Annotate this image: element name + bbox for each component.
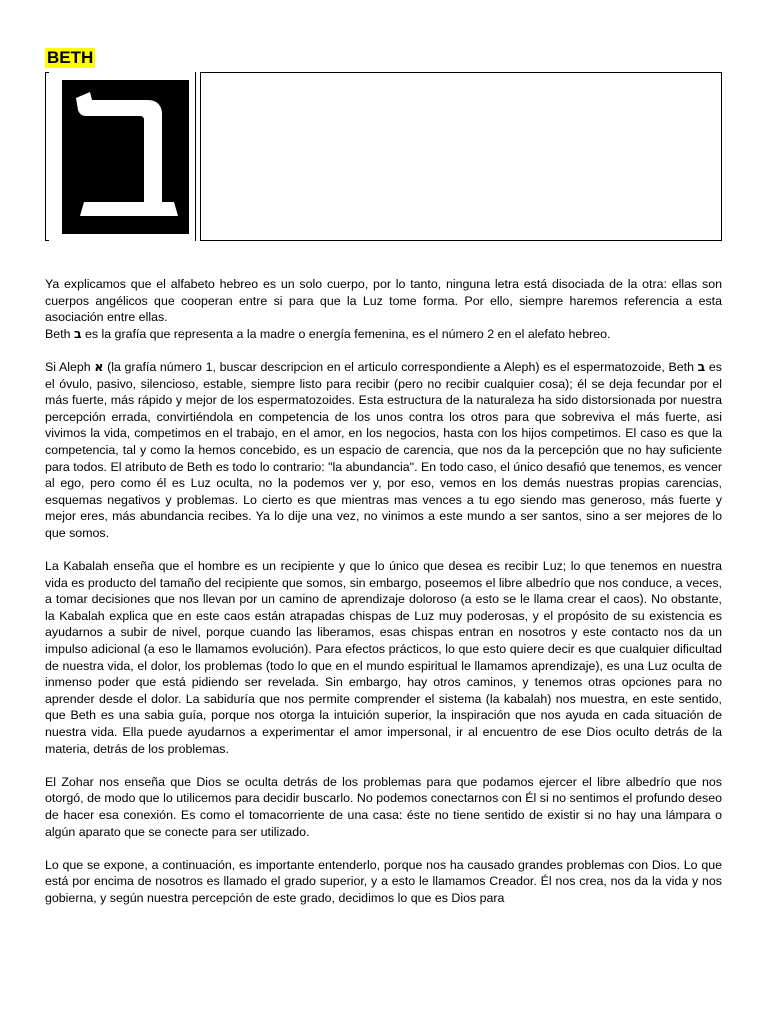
- paragraph-beth-definition: [45, 326, 722, 343]
- beth-glyph-graphic: [62, 80, 189, 234]
- hebrew-beth-glyph: ב: [73, 325, 82, 341]
- frame-divider: [195, 72, 196, 241]
- header-frame: [45, 72, 722, 241]
- paragraph-gap: [45, 542, 722, 559]
- paragraph-kabalah: La Kabalah enseña que el hombre es un recipiente y que lo único que desea es recibir Luz; lo que tenemos en nuestra vida es producto del tamaño del recipiente que somos, sin embargo, poseemos el libre albedrío que nos conduce, a veces, a tomar decisiones que nos llevan por un camino de aprendizaje doloroso (a esto se le llama crear el caos). No obstante, la Kabalah explica que en este caos están atrapadas chispas de Luz muy poderosas, y el propósito de su existencia es ayudarnos a subir de nivel, porque cuando las liberamos, esas chispas entran en nosotros y este contacto nos da un impulso adicional (a eso le llamamos evolución). Para efectos prácticos, lo que esto quiere decir es que cualquier dificultad de nuestra vida, el dolor, los problemas (todo lo que en el mundo espiritual le llamamos aprendizaje), es una Luz oculta de inmenso poder que está pidiendo ser revelada. Sin embargo, hay otros caminos, y tenemos otras opciones para no aprender desde el dolor. La sabiduría que nos permite comprender el sistema (la kabalah) nos muestra, en este sentido, que Beth es una sabia guía, porque nos otorga la intuición superior, la inspiración que nos ayuda en cada situación de nuestra vida. Ella puede ayudarnos a experimentar el amor impersonal, ir al encuentro de ese Dios oculto detrás de la materia, detrás de los problemas.: [45, 559, 722, 756]
- text-segment: (la grafía número 1, buscar descripcion en el articulo correspondiente a Aleph) es el espermatozoide, Beth: [103, 359, 698, 374]
- paragraph-zohar: El Zohar nos enseña que Dios se oculta detrás de los problemas para que podamos ejercer el libre albedrío que nos otorgó, de modo que lo utilicemos para decidir buscarlo. No podemos conectarnos con Él si no sentimos el profundo deseo de hacer esa conexión. Es como el tomacorriente de una casa: éste no tiene sentido de existir si no hay una lámpara o algún aparato que se conecte para ser utilizado.: [45, 774, 722, 839]
- text-segment: Si Aleph: [45, 359, 95, 374]
- hebrew-beth-glyph: ב: [697, 358, 706, 374]
- paragraph-creador: Lo que se expone, a continuación, es importante entenderlo, porque nos ha causado grandes problemas con Dios. Lo que está por encima de nosotros es llamado el grado superior, y a esto le llamamos Creador. Él nos crea, nos da la vida y nos gobierna, y según nuestra percepción de este grado, decidimos lo que es Dios para: [45, 857, 722, 905]
- text-segment: Beth: [45, 326, 74, 341]
- paragraph-intro: Ya explicamos que el alfabeto hebreo es un solo cuerpo, por lo tanto, ninguna letra está disociada de la otra: ellas son cuerpos angélicos que cooperan entre si para que la Luz tome forma. Por ello, siempre haremos referencia a esta asociación entre ellas.: [45, 277, 722, 325]
- header-empty-box: [200, 72, 722, 241]
- frame-bracket: [45, 72, 49, 241]
- hebrew-letter-beth-image: [62, 80, 189, 234]
- text-segment: es la grafía que representa a la madre o energía femenina, es el número 2 en el alefato hebreo.: [81, 326, 611, 341]
- article-body: [45, 276, 722, 907]
- paragraph-gap: [45, 342, 722, 359]
- hebrew-aleph-glyph: א: [94, 358, 104, 374]
- paragraph-gap: [45, 757, 722, 774]
- text-segment: es el óvulo, pasivo, silencioso, estable, siempre listo para recibir (pero no recibir cualquier cosa); él se deja fecundar por el más fuerte, más rápido y mejor de los espermatozoides. Esta estructura de la naturaleza ha sido distorsionada por nuestra percepción errada, convirtiéndola en competencia de los unos contra los otros para que sobreviva el más fuerte, asi vivimos la vida, competimos en el trabajo, en el amor, en los negocios, hasta con los hijos competimos. El caso es que la competencia, tal y como la hemos concebido, es un espacio de carencia, que nos da la percepción que no hay suficiente para todos. El atributo de Beth es todo lo contrario: "la abundancia". En todo caso, el único desafió que tenemos, es vencer al ego, pero como él es Luz oculta, no la podemos ver y, por eso, vemos en los demás nuestras propias carencias, esquemas negativos y problemas. Lo cierto es que mientras mas vences a tu ego siendo mas generoso, más fuerte y mejor eres, más abundancia recibes. Ya lo dije una vez, no vinimos a este mundo a ser santos, sino a ser mejores de lo que somos.: [45, 359, 722, 540]
- paragraph-gap: [45, 840, 722, 857]
- page-title: BETH: [47, 48, 94, 67]
- paragraph-aleph-beth: [45, 359, 722, 542]
